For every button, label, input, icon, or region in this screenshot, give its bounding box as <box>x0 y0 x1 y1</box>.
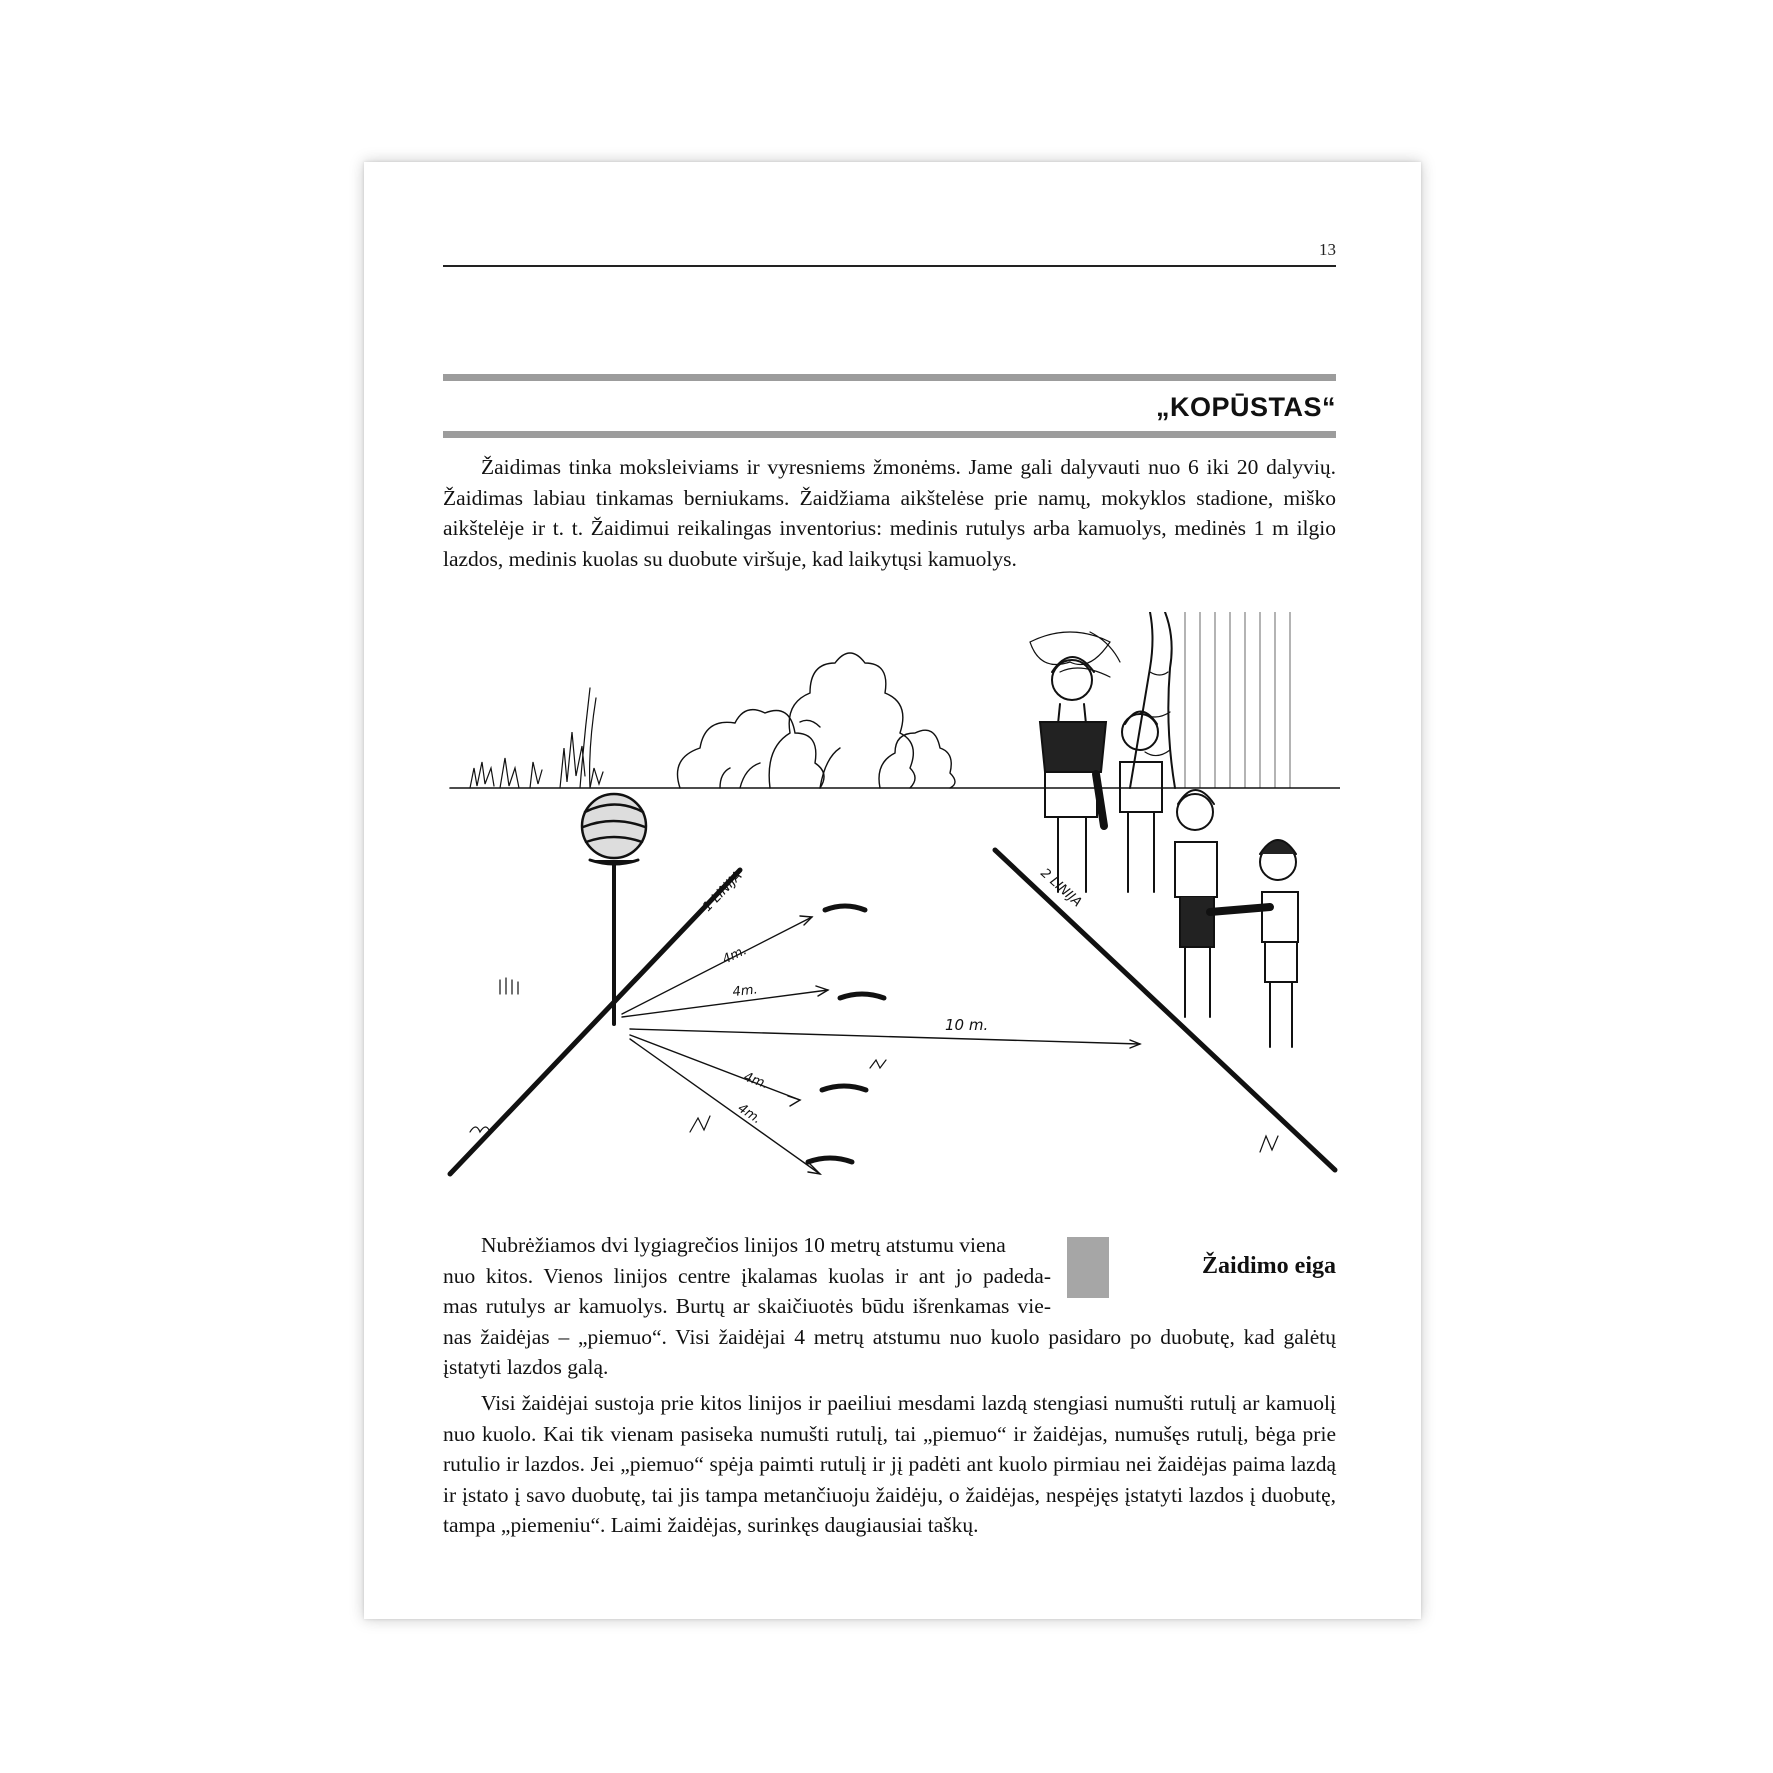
distance-label-4: 4m. <box>741 1069 771 1093</box>
horizon-grass <box>470 732 603 788</box>
line2-label: 2 LINIJA <box>1037 865 1085 911</box>
title-bar-bottom <box>443 431 1336 438</box>
page-number: 13 <box>1319 240 1336 259</box>
game-field-illustration <box>440 612 1340 1177</box>
bush-right <box>879 730 955 788</box>
eiga-line-3: mas rutulys ar kamuolys. Burtų ar skaičiuotės būdu išrenkamas vie- <box>443 1294 1051 1318</box>
tree-foliage <box>1030 632 1120 677</box>
page-title: „KOPŪSTAS“ <box>1155 392 1336 422</box>
eiga-line-2: nuo kitos. Vienos linijos centre įkalamas kuolas ir ant jo padeda- <box>443 1263 1051 1288</box>
eiga-paragraph <box>443 1230 1336 1383</box>
line-1 <box>450 870 740 1174</box>
header-rule <box>443 265 1336 267</box>
line-2 <box>995 850 1335 1170</box>
distance-label-3: 10 m. <box>945 1016 989 1034</box>
distance-label-2: 4m. <box>731 982 759 1000</box>
line1-label: 1 LINIJA <box>700 868 746 915</box>
intro-paragraph: Žaidimas tinka moksleiviams ir vyresniems žmonėms. Jame gali dalyvauti nuo 6 iki 20 dalyvių. Žaidimas labiau tinkamas berniukams. Žaidžiama aikštelėse prie namų, mokyklos stadione, miško aikštelėje ir t. t. Žaidimui reikalingas inventorius: medinis rutulys arba kamuolys, medinės 1 m ilgio lazdos, medinis kuolas su duobute viršuje, kad laikytųsi kamuolys. <box>443 455 1336 571</box>
fence <box>1185 612 1290 788</box>
eiga-continuation: nas žaidėjas – „piemuo“. Visi žaidėjai 4 metrų atstumu nuo kuolo pasidaro po duobutę, kad galėtų įstatyti lazdos galą. <box>443 1324 1336 1379</box>
distance-label-5: 4m. <box>734 1100 764 1128</box>
title-bar-top <box>443 374 1336 381</box>
distance-label-1: 4m. <box>720 943 750 968</box>
paragraph-2: Visi žaidėjai sustoja prie kitos linijos ir paeiliui mesdami lazdą stengiasi numušti rutulį ar kamuolį nuo kuolo. Kai tik vienam pasiseka numušti rutulį, tai „piemuo“ ir žaidėjas, numušęs rutulį, bėga prie rutulio ir lazdos. Jei „piemuo“ spėja paimti rutulį ir jį padėti ant kuolo pirmiau nei žaidėjas paima lazdą ir įstato į savo duobutę, tai jis tampa metančiuoju žaidėju, o žaidėjas, nespėjęs įstatyti lazdos į duobutę, tampa „piemeniu“. Laimi žaidėjas, surinkęs daugiausiai taškų. <box>443 1391 1336 1537</box>
eiga-line-1: Nubrėžiamos dvi lygiagrečios linijos 10 metrų atstumu viena <box>481 1233 1006 1257</box>
distance-arrows <box>622 917 1140 1174</box>
section-heading: Žaidimo eiga <box>1201 1253 1336 1279</box>
